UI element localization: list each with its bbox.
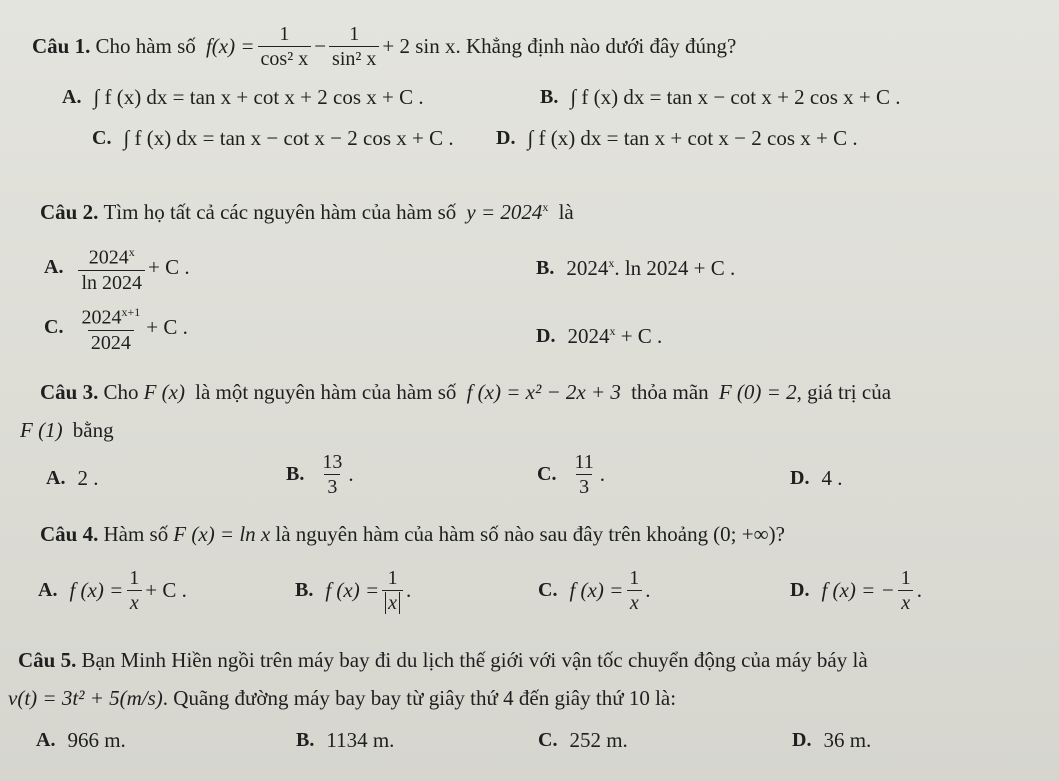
option-text: 4 . [821,466,843,490]
q1-option-b[interactable] [540,85,901,110]
q3-b-frac: $\frac{13}{3}$ [322,451,343,498]
q1-frac2: $\frac{1}{\text{sin² x}}$ [329,22,379,71]
q1-frac1: $\frac{1}{\text{cos² x}}$ [258,22,312,71]
option-text: 252 m. [569,728,628,752]
q2-stem [40,200,574,225]
q3-label: Câu 3. [40,380,99,404]
option-letter: A. [46,467,66,489]
q2-label: Câu 2. [40,200,99,224]
q4-option-c[interactable] [538,566,651,615]
q3-Fx: F (x) [143,380,185,404]
option-text: ∫ f (x) dx = tan x − cot x + 2 cos x + C . [570,85,901,109]
q4-option-a[interactable] [38,566,187,615]
q1-func-tail: + 2 sin x [382,34,456,58]
option-letter: A. [44,255,64,278]
q1-label: Câu 1. [32,34,91,58]
q3-F1: F (1) [20,418,63,442]
q5-stem-line2 [8,686,676,711]
q5-option-c[interactable] [538,728,628,753]
q4-c-frac: $\frac{1}{x}$ [626,566,642,615]
option-text: 966 m. [67,728,126,752]
q1-option-c[interactable] [92,126,454,151]
q3-text-2: là một nguyên hàm của hàm số [195,380,457,404]
q1-option-a[interactable] [62,85,424,110]
q4-text-2: là nguyên hàm của hàm số nào sau đây trên khoảng [275,522,709,546]
option-letter: D. [496,127,516,149]
option-tail: . [645,578,651,602]
option-text: ∫ f (x) dx = tan x + cot x − 2 cos x + C . [527,126,858,150]
q5-label: Câu 5. [18,648,77,672]
q2-func: $y = 2024^x$ [466,200,549,224]
q4-a-frac: $\frac{1}{x}$ [126,566,142,615]
option-letter: D. [536,325,556,347]
q4-d-frac: $\frac{1}{x}$ [898,566,914,615]
option-pre: f (x) = − [821,578,895,602]
option-tail: . [406,578,412,602]
q4-qmark: ? [775,522,785,546]
q3-text-3: thỏa mãn [631,380,709,404]
option-letter: B. [540,86,559,108]
q2-a-frac: $\frac{2024^x}{\ln 2024}$ [78,240,145,295]
option-text: 36 m. [823,728,872,752]
q3-stem [40,380,891,405]
q2-c-frac: $\frac{2024^{x+1}}{2024}$ [81,305,141,354]
option-letter: A. [36,729,56,751]
q1-func-lhs: f(x) = [205,34,255,58]
q3-c-frac: $\frac{11}{3}$ [574,451,594,498]
q5-option-b[interactable] [296,728,394,753]
q1-option-d[interactable] [496,126,858,151]
option-text: 2024$^x$ + C . [567,324,663,348]
q4-b-frac: $\frac{1}{x}$ [382,566,403,615]
option-letter: B. [286,463,305,485]
q1-stem [32,22,736,71]
q3-stem-line2 [20,418,114,443]
q5-velocity: v(t) = 3t² + 5(m/s) [8,686,163,710]
q5-option-d[interactable] [792,728,871,753]
option-text: ∫ f (x) dx = tan x + cot x + 2 cos x + C . [93,85,424,109]
option-text: 2 . [77,466,99,490]
option-tail: + C . [146,314,188,339]
option-letter: B. [295,579,314,601]
option-letter: A. [38,579,58,601]
q3-text-1: Cho [103,380,139,404]
q4-option-d[interactable] [790,566,922,615]
q5-line2: . Quãng đường máy bay bay từ giây thứ 4 đến giây thứ 10 là: [162,686,677,710]
option-letter: A. [62,86,82,108]
option-tail: + C . [148,254,190,279]
q2-option-d[interactable] [536,324,662,349]
q5-option-a[interactable] [36,728,126,753]
q3-option-b[interactable] [286,450,354,499]
q1-question: . Khẳng định nào dưới đây đúng? [455,34,737,58]
q2-option-c[interactable] [44,300,188,355]
option-letter: C. [44,315,64,338]
option-pre: f (x) = [569,578,624,602]
q4-Fx: F (x) = ln x [173,522,271,546]
q4-option-b[interactable] [295,566,411,615]
q3-text-4: , giá trị của [796,380,892,404]
option-text: ∫ f (x) dx = tan x − cot x − 2 cos x + C . [123,126,454,150]
option-text: 1134 m. [326,728,395,752]
q3-text-5: bằng [72,418,114,442]
option-pre: f (x) = [69,578,124,602]
option-letter: D. [790,579,810,601]
option-letter: C. [538,729,558,751]
option-letter: C. [538,579,558,601]
option-letter: D. [792,729,812,751]
q4-interval: (0; +∞) [713,522,776,546]
q4-stem [40,522,785,547]
option-tail: . [348,462,354,486]
option-tail: . [916,578,922,602]
q4-label: Câu 4. [40,522,99,546]
q1-intro: Cho hàm số [95,34,196,58]
q2-option-a[interactable] [44,240,190,295]
q3-option-d[interactable] [790,466,842,491]
option-pre: f (x) = [325,578,380,602]
option-tail: + C . [145,578,187,602]
q3-condition: F (0) = 2 [718,380,797,404]
option-letter: C. [92,127,112,149]
option-text: 2024$^x$. ln 2024 + C . [566,256,736,280]
q2-option-b[interactable] [536,256,735,281]
option-letter: C. [537,463,557,485]
q3-fx: f (x) = x² − 2x + 3 [466,380,621,404]
q3-option-c[interactable] [537,450,605,499]
q5-line1: Bạn Minh Hiền ngồi trên máy bay đi du lịch thế giới với vận tốc chuyển động của máy báy là [81,648,868,672]
option-letter: D. [790,467,810,489]
q1-minus: − [314,34,327,58]
option-letter: B. [296,729,315,751]
q2-suffix: là [558,200,574,224]
q2-text: Tìm họ tất cả các nguyên hàm của hàm số [103,200,457,224]
option-tail: . [599,462,605,486]
q3-option-a[interactable] [46,466,98,491]
q5-stem [18,648,868,673]
q4-text-1: Hàm số [103,522,169,546]
option-letter: B. [536,257,555,279]
